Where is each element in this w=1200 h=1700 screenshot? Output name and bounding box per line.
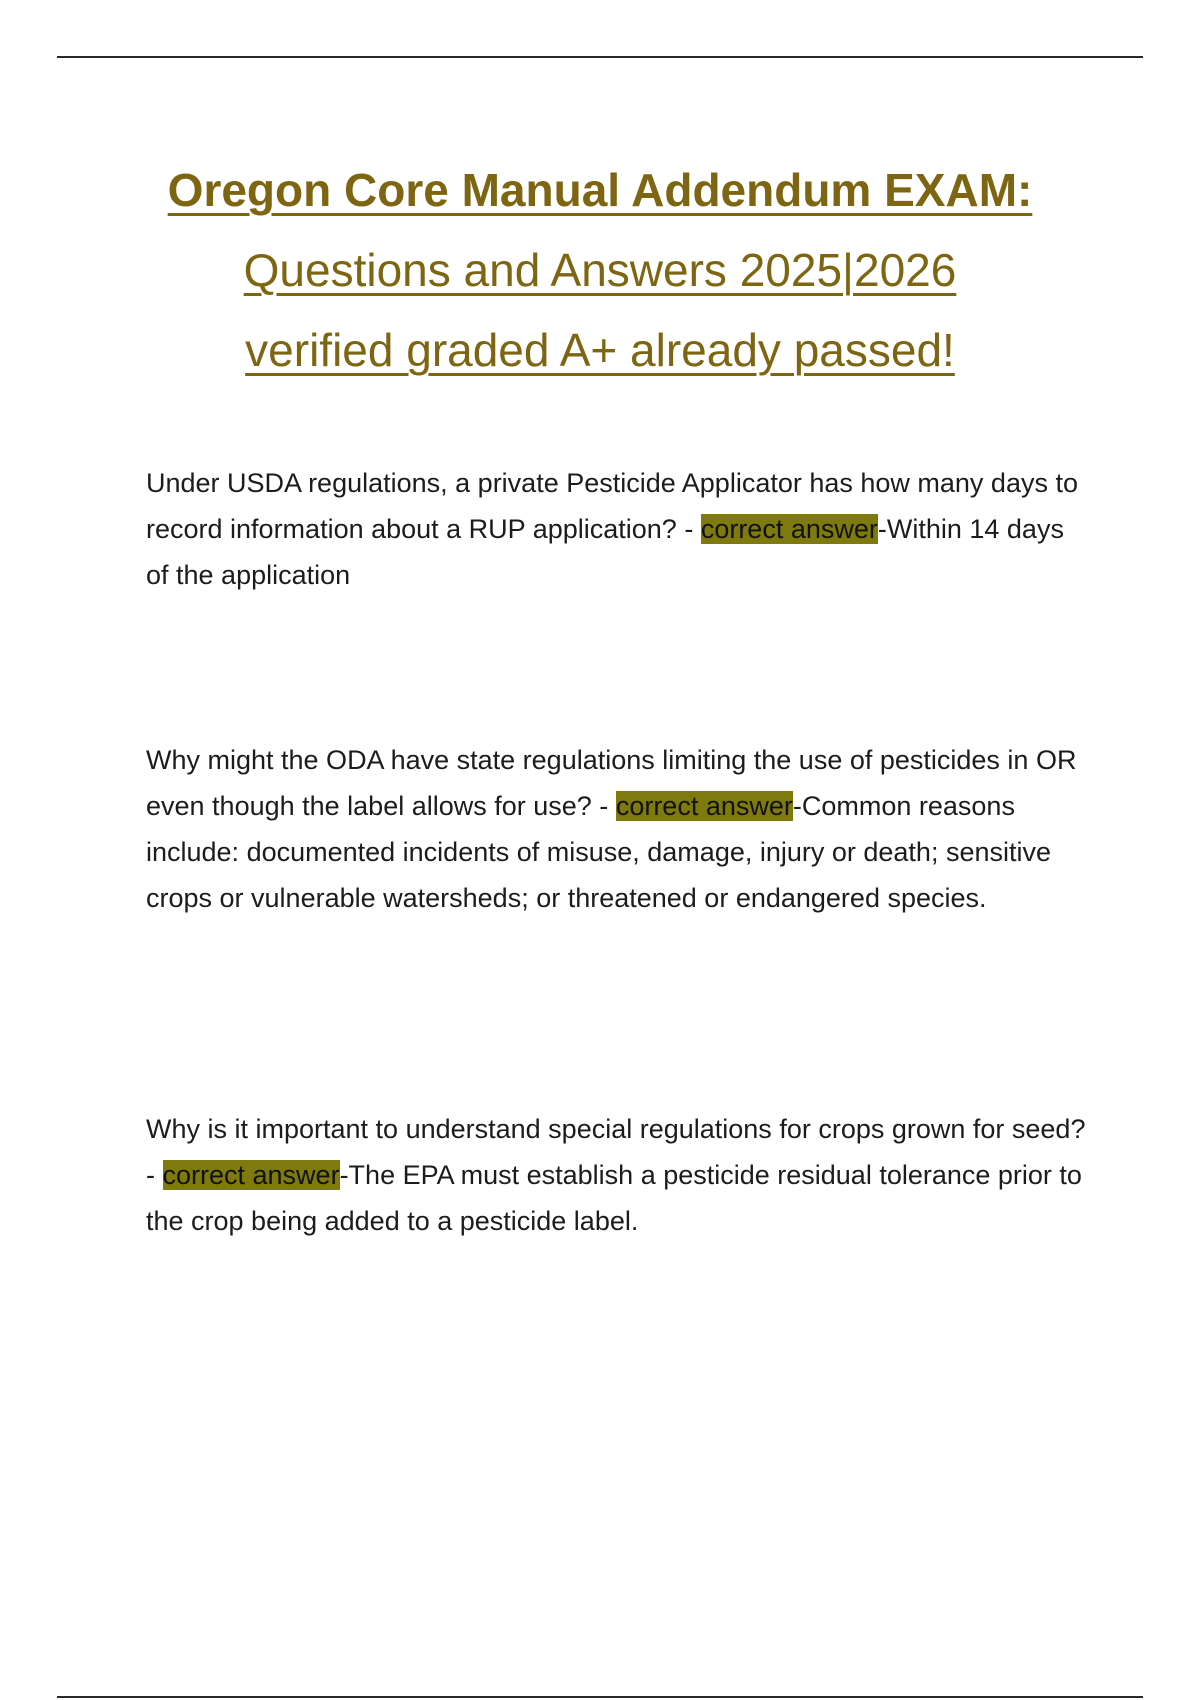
correct-answer-label: correct answer [162, 1160, 340, 1190]
qa-item-2 [146, 737, 1091, 921]
question-text: Why might the ODA have state regulations limiting the use of pesticides in OR even though the label allows for use? - [146, 745, 1077, 821]
question-text: Under USDA regulations, a private Pesticide Applicator has how many days to record information about a RUP application? - [146, 468, 1078, 544]
answer-text: -Within 14 days of the application [146, 514, 1064, 590]
top-divider [57, 56, 1143, 58]
title-line-2: Questions and Answers 2025|2026 [243, 244, 957, 296]
question-text: Why is it important to understand special regulations for crops grown for seed? - [146, 1114, 1086, 1190]
correct-answer-label: correct answer [615, 791, 793, 821]
document-title [80, 150, 1120, 390]
qa-item-3 [146, 1106, 1091, 1244]
answer-text: -The EPA must establish a pesticide residual tolerance prior to the crop being added to a pesticide label. [146, 1160, 1082, 1236]
correct-answer-label: correct answer [700, 514, 878, 544]
title-line-1: Oregon Core Manual Addendum EXAM: [167, 164, 1033, 216]
answer-text: -Common reasons include: documented incidents of misuse, damage, injury or death; sensitive crops or vulnerable watersheds; or threatened or endangered species. [146, 791, 1052, 913]
title-line-3: verified graded A+ already passed! [245, 324, 955, 376]
qa-item-1 [146, 460, 1091, 598]
bottom-divider [57, 1696, 1143, 1698]
